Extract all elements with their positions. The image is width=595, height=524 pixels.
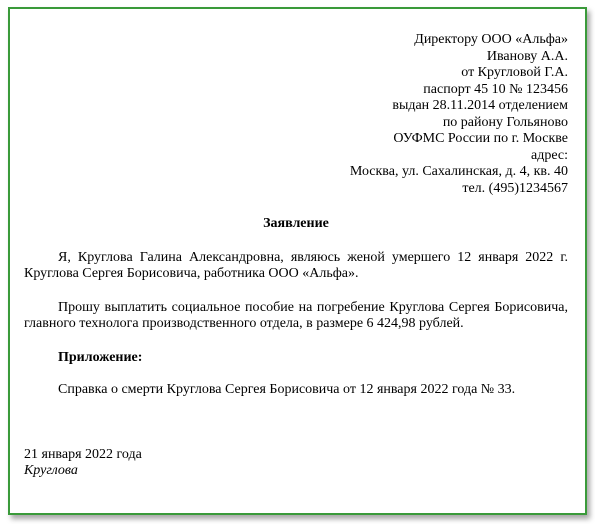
document-frame xyxy=(8,7,587,515)
signature: Круглова xyxy=(24,463,78,478)
sender-address: Москва, ул. Сахалинская, д. 4, кв. 40 xyxy=(349,164,568,179)
sender-passport-issued: выдан 28.11.2014 отделением xyxy=(392,98,568,113)
document-title: Заявление xyxy=(263,216,329,231)
addressee-director: Директору ООО «Альфа» xyxy=(414,32,568,47)
appendix-label: Приложение: xyxy=(58,349,143,365)
sender-name: от Кругловой Г.А. xyxy=(461,65,568,80)
sender-phone: тел. (495)1234567 xyxy=(462,180,568,196)
body-paragraph-intro: Я, Круглова Галина Александровна, являюсь женой умершего 12 января 2022 г. Круглова Сергея Борисовича, работника ООО «Альфа». xyxy=(24,249,568,281)
document-date: 21 января 2022 года xyxy=(24,446,142,462)
sender-passport: паспорт 45 10 № 123456 xyxy=(423,81,568,97)
sender-passport-authority: ОУФМС России по г. Москве xyxy=(393,131,568,146)
sender-passport-district: по району Гольяново xyxy=(442,114,568,130)
body-paragraph-request: Прошу выплатить социальное пособие на погребение Круглова Сергея Борисовича, главного технолога производственного отдела, в размере 6 424,98 рублей. xyxy=(24,299,568,331)
statement-document xyxy=(24,32,568,480)
addressee-name: Иванову А.А. xyxy=(486,48,568,64)
appendix-text: Справка о смерти Круглова Сергея Борисовича от 12 января 2022 года № 33. xyxy=(58,382,516,397)
sender-address-label: адрес: xyxy=(530,147,568,163)
addressee-block xyxy=(24,32,568,197)
